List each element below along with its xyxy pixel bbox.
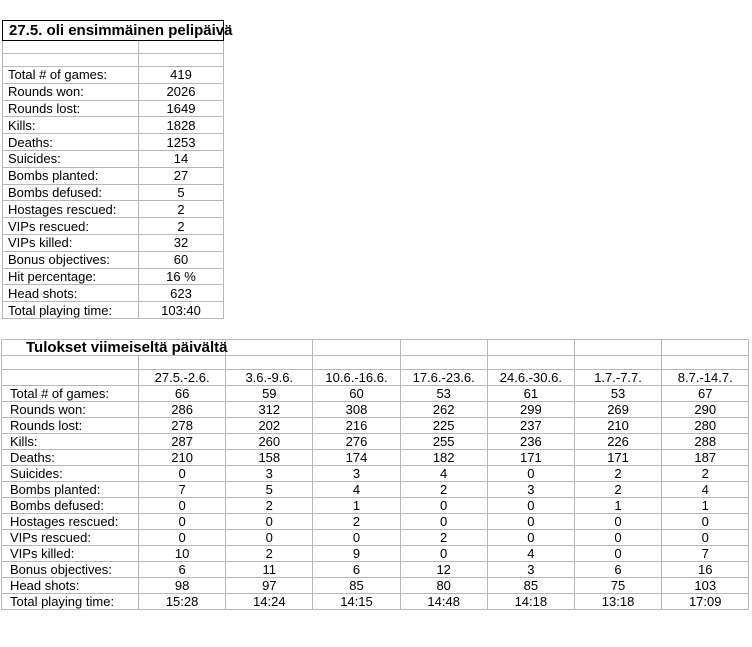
stat-value: 11 bbox=[226, 562, 313, 578]
stat-value: 16 bbox=[662, 562, 749, 578]
stat-value: 623 bbox=[139, 285, 224, 302]
table-row bbox=[3, 134, 224, 151]
stat-value: 2 bbox=[313, 514, 400, 530]
stat-label: Total # of games: bbox=[3, 67, 139, 84]
stat-value: 187 bbox=[662, 450, 749, 466]
table-row bbox=[3, 268, 224, 285]
stat-value: 3 bbox=[226, 466, 313, 482]
stat-value: 226 bbox=[574, 434, 661, 450]
stat-value: 158 bbox=[226, 450, 313, 466]
stat-value: 16 % bbox=[139, 268, 224, 285]
stat-value: 103:40 bbox=[139, 302, 224, 319]
stat-value: 80 bbox=[400, 578, 487, 594]
column-header: 1.7.-7.7. bbox=[574, 370, 661, 386]
column-header: 8.7.-14.7. bbox=[662, 370, 749, 386]
stat-value: 0 bbox=[139, 514, 226, 530]
stat-value: 312 bbox=[226, 402, 313, 418]
table-row bbox=[2, 418, 749, 434]
stat-value: 2 bbox=[662, 466, 749, 482]
stat-value: 280 bbox=[662, 418, 749, 434]
stat-label: Bombs planted: bbox=[3, 167, 139, 184]
column-header: 17.6.-23.6. bbox=[400, 370, 487, 386]
stat-value: 98 bbox=[139, 578, 226, 594]
stat-value: 2 bbox=[574, 482, 661, 498]
stat-value: 0 bbox=[139, 466, 226, 482]
stat-value: 276 bbox=[313, 434, 400, 450]
stat-value: 59 bbox=[226, 386, 313, 402]
empty-cell bbox=[313, 356, 400, 370]
stat-value: 60 bbox=[139, 251, 224, 268]
stat-label: VIPs killed: bbox=[2, 546, 139, 562]
stat-label: Rounds lost: bbox=[3, 100, 139, 117]
stat-value: 0 bbox=[574, 530, 661, 546]
stat-value: 85 bbox=[313, 578, 400, 594]
table-row bbox=[3, 285, 224, 302]
stat-value: 2 bbox=[139, 218, 224, 235]
column-header-row bbox=[2, 370, 749, 386]
table-row bbox=[3, 167, 224, 184]
stat-value: 6 bbox=[574, 562, 661, 578]
table-row bbox=[2, 434, 749, 450]
stat-label: Suicides: bbox=[3, 150, 139, 167]
stat-label: Head shots: bbox=[2, 578, 139, 594]
empty-cell bbox=[3, 41, 139, 54]
stat-value: 171 bbox=[574, 450, 661, 466]
empty-cell bbox=[574, 356, 661, 370]
stat-value: 174 bbox=[313, 450, 400, 466]
stat-value: 1253 bbox=[139, 134, 224, 151]
stat-value: 13:18 bbox=[574, 594, 661, 610]
stat-value: 6 bbox=[313, 562, 400, 578]
stat-label: Kills: bbox=[2, 434, 139, 450]
stat-label: Deaths: bbox=[3, 134, 139, 151]
stat-value: 0 bbox=[487, 514, 574, 530]
stat-value: 171 bbox=[487, 450, 574, 466]
stat-value: 14:15 bbox=[313, 594, 400, 610]
stat-value: 4 bbox=[662, 482, 749, 498]
stat-value: 287 bbox=[139, 434, 226, 450]
stat-value: 6 bbox=[139, 562, 226, 578]
empty-cell bbox=[3, 54, 139, 67]
stat-value: 1 bbox=[574, 498, 661, 514]
stat-value: 262 bbox=[400, 402, 487, 418]
stat-value: 202 bbox=[226, 418, 313, 434]
table-row bbox=[3, 251, 224, 268]
column-header: 24.6.-30.6. bbox=[487, 370, 574, 386]
stat-value: 67 bbox=[662, 386, 749, 402]
stat-value: 75 bbox=[574, 578, 661, 594]
stat-value: 2026 bbox=[139, 83, 224, 100]
stat-label: Bombs defused: bbox=[2, 498, 139, 514]
stat-label: Hostages rescued: bbox=[3, 201, 139, 218]
empty-cell bbox=[487, 340, 574, 356]
empty-cell bbox=[400, 340, 487, 356]
stat-value: 10 bbox=[139, 546, 226, 562]
stat-value: 5 bbox=[139, 184, 224, 201]
stat-value: 2 bbox=[226, 498, 313, 514]
empty-cell bbox=[574, 340, 661, 356]
stat-label: Deaths: bbox=[2, 450, 139, 466]
stat-value: 237 bbox=[487, 418, 574, 434]
empty-cell bbox=[226, 340, 313, 356]
stat-value: 0 bbox=[487, 530, 574, 546]
stat-label: Rounds won: bbox=[3, 83, 139, 100]
stat-label: Total playing time: bbox=[2, 594, 139, 610]
stat-value: 0 bbox=[226, 530, 313, 546]
table-row bbox=[3, 100, 224, 117]
stat-value: 0 bbox=[226, 514, 313, 530]
stat-value: 53 bbox=[574, 386, 661, 402]
stat-label: Bonus objectives: bbox=[3, 251, 139, 268]
stat-label: VIPs killed: bbox=[3, 234, 139, 251]
table-row bbox=[3, 234, 224, 251]
stat-value: 2 bbox=[226, 546, 313, 562]
stat-value: 182 bbox=[400, 450, 487, 466]
stat-value: 0 bbox=[400, 546, 487, 562]
stat-value: 1828 bbox=[139, 117, 224, 134]
stat-value: 32 bbox=[139, 234, 224, 251]
empty-cell bbox=[139, 356, 226, 370]
stat-label: VIPs rescued: bbox=[2, 530, 139, 546]
empty-cell bbox=[139, 41, 224, 54]
stat-value: 14:48 bbox=[400, 594, 487, 610]
stat-value: 103 bbox=[662, 578, 749, 594]
empty-cell bbox=[313, 340, 400, 356]
table-row bbox=[2, 514, 749, 530]
stat-value: 14 bbox=[139, 150, 224, 167]
column-header: 3.6.-9.6. bbox=[226, 370, 313, 386]
stat-value: 216 bbox=[313, 418, 400, 434]
stat-label: Total playing time: bbox=[3, 302, 139, 319]
table-row bbox=[3, 218, 224, 235]
table-row bbox=[3, 21, 224, 41]
stat-value: 210 bbox=[574, 418, 661, 434]
empty-cell bbox=[2, 370, 139, 386]
stat-value: 4 bbox=[400, 466, 487, 482]
stat-value: 9 bbox=[313, 546, 400, 562]
stat-label: Head shots: bbox=[3, 285, 139, 302]
stat-value: 1 bbox=[662, 498, 749, 514]
table1-title: 27.5. oli ensimmäinen pelipäivä bbox=[3, 21, 224, 41]
table-row bbox=[3, 150, 224, 167]
stat-value: 290 bbox=[662, 402, 749, 418]
stat-value: 15:28 bbox=[139, 594, 226, 610]
stat-value: 299 bbox=[487, 402, 574, 418]
stat-label: VIPs rescued: bbox=[3, 218, 139, 235]
table-row bbox=[2, 562, 749, 578]
stat-value: 0 bbox=[662, 530, 749, 546]
stat-value: 269 bbox=[574, 402, 661, 418]
weekly-results-table bbox=[1, 339, 749, 610]
stat-value: 61 bbox=[487, 386, 574, 402]
stat-value: 17:09 bbox=[662, 594, 749, 610]
empty-cell bbox=[487, 356, 574, 370]
stat-label: Suicides: bbox=[2, 466, 139, 482]
stat-value: 2 bbox=[139, 201, 224, 218]
stat-label: Rounds lost: bbox=[2, 418, 139, 434]
table-row bbox=[3, 117, 224, 134]
stat-value: 308 bbox=[313, 402, 400, 418]
stat-value: 0 bbox=[574, 546, 661, 562]
stat-value: 4 bbox=[487, 546, 574, 562]
stat-value: 255 bbox=[400, 434, 487, 450]
stat-value: 3 bbox=[487, 562, 574, 578]
stat-value: 260 bbox=[226, 434, 313, 450]
stat-value: 0 bbox=[487, 466, 574, 482]
stat-value: 0 bbox=[400, 498, 487, 514]
stat-value: 0 bbox=[400, 514, 487, 530]
stat-value: 5 bbox=[226, 482, 313, 498]
empty-cell bbox=[400, 356, 487, 370]
table-row bbox=[2, 498, 749, 514]
table-row bbox=[3, 201, 224, 218]
stat-value: 1 bbox=[313, 498, 400, 514]
stat-label: Hostages rescued: bbox=[2, 514, 139, 530]
stat-value: 0 bbox=[487, 498, 574, 514]
stat-value: 278 bbox=[139, 418, 226, 434]
spacer-row bbox=[3, 54, 224, 67]
stat-value: 2 bbox=[400, 530, 487, 546]
table-row bbox=[3, 67, 224, 84]
stat-value: 0 bbox=[574, 514, 661, 530]
stat-value: 60 bbox=[313, 386, 400, 402]
empty-cell bbox=[139, 54, 224, 67]
column-header: 27.5.-2.6. bbox=[139, 370, 226, 386]
stat-label: Hit percentage: bbox=[3, 268, 139, 285]
table-row bbox=[2, 530, 749, 546]
empty-cell bbox=[2, 356, 139, 370]
spacer-row bbox=[2, 356, 749, 370]
table-row bbox=[2, 340, 749, 356]
stat-value: 0 bbox=[313, 530, 400, 546]
stat-value: 85 bbox=[487, 578, 574, 594]
table-row bbox=[2, 578, 749, 594]
table-row bbox=[2, 450, 749, 466]
stat-value: 14:18 bbox=[487, 594, 574, 610]
table2-title: Tulokset viimeiseltä päivältä bbox=[2, 340, 226, 356]
stat-value: 14:24 bbox=[226, 594, 313, 610]
stat-value: 236 bbox=[487, 434, 574, 450]
table-row bbox=[2, 466, 749, 482]
stat-value: 12 bbox=[400, 562, 487, 578]
table-row bbox=[2, 546, 749, 562]
stat-value: 286 bbox=[139, 402, 226, 418]
column-header: 10.6.-16.6. bbox=[313, 370, 400, 386]
table-row bbox=[2, 386, 749, 402]
stat-value: 53 bbox=[400, 386, 487, 402]
stat-value: 97 bbox=[226, 578, 313, 594]
spacer-row bbox=[3, 41, 224, 54]
stat-value: 27 bbox=[139, 167, 224, 184]
stat-value: 66 bbox=[139, 386, 226, 402]
stat-label: Bombs planted: bbox=[2, 482, 139, 498]
stat-value: 0 bbox=[139, 530, 226, 546]
stat-value: 2 bbox=[400, 482, 487, 498]
stat-value: 7 bbox=[139, 482, 226, 498]
stat-label: Rounds won: bbox=[2, 402, 139, 418]
stat-value: 225 bbox=[400, 418, 487, 434]
table-row bbox=[2, 482, 749, 498]
stat-value: 3 bbox=[487, 482, 574, 498]
table-row bbox=[2, 402, 749, 418]
stat-value: 0 bbox=[662, 514, 749, 530]
first-day-stats-table bbox=[2, 20, 233, 319]
table-row bbox=[3, 302, 224, 319]
stat-value: 3 bbox=[313, 466, 400, 482]
empty-cell bbox=[226, 356, 313, 370]
stat-value: 288 bbox=[662, 434, 749, 450]
stat-label: Bombs defused: bbox=[3, 184, 139, 201]
stat-value: 4 bbox=[313, 482, 400, 498]
stat-label: Bonus objectives: bbox=[2, 562, 139, 578]
stat-value: 210 bbox=[139, 450, 226, 466]
stat-value: 1649 bbox=[139, 100, 224, 117]
table-row bbox=[3, 83, 224, 100]
empty-cell bbox=[662, 356, 749, 370]
table-row bbox=[2, 594, 749, 610]
stat-value: 419 bbox=[139, 67, 224, 84]
stat-label: Kills: bbox=[3, 117, 139, 134]
stat-value: 0 bbox=[139, 498, 226, 514]
table-row bbox=[3, 184, 224, 201]
empty-cell bbox=[662, 340, 749, 356]
stat-value: 7 bbox=[662, 546, 749, 562]
stat-value: 2 bbox=[574, 466, 661, 482]
stat-label: Total # of games: bbox=[2, 386, 139, 402]
